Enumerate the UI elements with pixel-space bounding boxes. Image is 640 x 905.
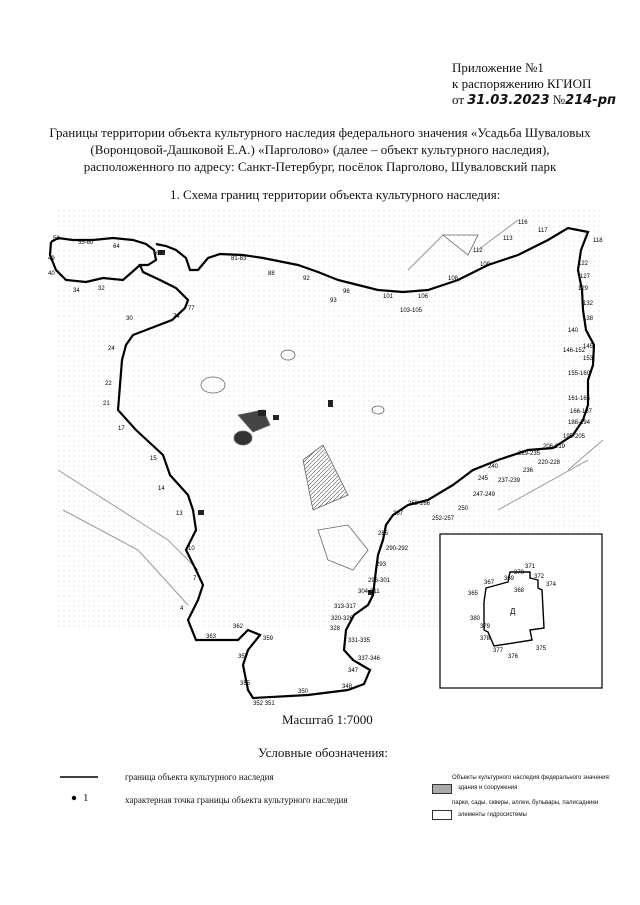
svg-text:13: 13	[176, 511, 183, 517]
svg-text:355: 355	[240, 681, 251, 687]
svg-text:Д: Д	[510, 607, 516, 616]
svg-text:376: 376	[508, 654, 519, 660]
svg-text:252-257: 252-257	[432, 516, 455, 522]
svg-text:290-292: 290-292	[386, 546, 409, 552]
svg-text:220-228: 220-228	[538, 460, 561, 466]
svg-text:155-160: 155-160	[568, 371, 591, 377]
svg-text:108: 108	[448, 276, 459, 282]
svg-text:379: 379	[480, 624, 491, 630]
svg-text:371: 371	[525, 564, 536, 570]
svg-text:101: 101	[383, 294, 394, 300]
svg-text:113: 113	[503, 236, 513, 242]
svg-text:109: 109	[480, 262, 491, 268]
svg-text:380: 380	[470, 616, 481, 622]
legend-point-number: 1	[83, 792, 89, 804]
svg-text:369: 369	[504, 576, 515, 582]
boundary-map	[48, 210, 604, 710]
svg-text:236: 236	[523, 468, 534, 474]
svg-text:267: 267	[393, 511, 404, 517]
svg-text:372: 372	[534, 574, 545, 580]
svg-text:146-152: 146-152	[563, 348, 586, 354]
svg-text:337-346: 337-346	[358, 656, 381, 662]
svg-text:117: 117	[538, 228, 548, 234]
svg-text:30: 30	[126, 316, 133, 322]
svg-text:359: 359	[263, 636, 274, 642]
svg-text:4: 4	[180, 606, 184, 612]
svg-text:81-83: 81-83	[231, 256, 247, 262]
svg-text:77: 77	[188, 306, 195, 312]
svg-text:362: 362	[233, 624, 244, 630]
svg-text:331-335: 331-335	[348, 638, 371, 644]
section-title: 1. Схема границ территории объекта культурного наследия:	[170, 187, 501, 202]
svg-text:55-60: 55-60	[78, 240, 94, 246]
legend-boundary-label: граница объекта культурного наследия	[125, 772, 274, 782]
map-scale: Масштаб 1:7000	[282, 712, 373, 727]
svg-text:21: 21	[103, 401, 110, 407]
point-marker-icon	[70, 794, 78, 802]
svg-text:347: 347	[348, 668, 359, 674]
svg-text:140: 140	[568, 328, 579, 334]
svg-text:24: 24	[108, 346, 115, 352]
legend-heritage-header: Объекты культурного наследия федерального значения:	[452, 775, 611, 781]
svg-text:370: 370	[514, 570, 525, 576]
svg-text:64: 64	[113, 244, 120, 250]
svg-text:363: 363	[206, 634, 217, 640]
svg-text:374: 374	[546, 582, 557, 588]
svg-text:67: 67	[156, 251, 163, 257]
order-label: к распоряжению КГИОП	[452, 76, 592, 91]
svg-text:320-326: 320-326	[331, 616, 354, 622]
svg-text:348: 348	[342, 684, 353, 690]
svg-text:258-266: 258-266	[408, 501, 431, 507]
svg-text:229-235: 229-235	[518, 451, 541, 457]
svg-text:365: 365	[468, 591, 479, 597]
legend-water-label: элементы гидросистемы	[458, 812, 527, 818]
svg-text:378: 378	[480, 636, 491, 642]
svg-text:34: 34	[73, 288, 80, 294]
svg-text:14: 14	[158, 486, 165, 492]
svg-text:153: 153	[583, 356, 594, 362]
svg-text:352 351: 352 351	[253, 701, 275, 707]
svg-text:106: 106	[418, 294, 429, 300]
svg-text:118: 118	[593, 238, 603, 244]
svg-text:103-105: 103-105	[400, 308, 423, 314]
svg-text:88: 88	[268, 271, 275, 277]
svg-text:32: 32	[98, 286, 105, 292]
svg-text:250: 250	[458, 506, 469, 512]
svg-text:285: 285	[378, 531, 389, 537]
svg-text:328: 328	[330, 626, 341, 632]
svg-text:368: 368	[514, 588, 525, 594]
legend-title: Условные обозначения:	[258, 745, 389, 760]
svg-text:17: 17	[118, 426, 125, 432]
svg-text:93: 93	[330, 298, 337, 304]
svg-text:15: 15	[150, 456, 157, 462]
svg-text:304-311: 304-311	[358, 589, 380, 595]
svg-text:122: 122	[578, 261, 589, 267]
document-title: Границы территории объекта культурного наследия федерального значения «Усадьба Шуваловых (Воронцовой-Дашковой Е.А.) «Парголово» (далее – объект культурного наследия), расположенного по адресу: Санкт-Петербург, посёлок Парголово, Шуваловский парк	[49, 125, 591, 174]
svg-text:350: 350	[298, 689, 309, 695]
legend-building-label: здания и сооружения	[458, 785, 518, 791]
svg-text:22: 22	[105, 381, 112, 387]
svg-text:40: 40	[48, 271, 55, 277]
svg-text:129: 129	[578, 286, 589, 292]
svg-text:206-219: 206-219	[543, 444, 566, 450]
legend-point-label: характерная точка границы объекта культурного наследия	[125, 795, 348, 805]
svg-text:112: 112	[473, 248, 483, 254]
svg-text:127: 127	[580, 274, 591, 280]
order-number: 214-рп	[565, 93, 616, 108]
svg-text:49: 49	[48, 256, 55, 262]
legend-park-label: парки, сады, скверы, аллеи, бульвары, палисадники	[452, 800, 599, 806]
building-inset	[440, 534, 602, 688]
order-date-number: от 31.03.2023 №214-рп	[452, 92, 616, 108]
svg-text:7: 7	[193, 576, 197, 582]
order-date: 31.03.2023	[467, 93, 550, 108]
svg-text:74: 74	[173, 314, 180, 320]
legend-building-swatch	[432, 784, 452, 794]
svg-text:367: 367	[484, 580, 495, 586]
svg-text:237-239: 237-239	[498, 478, 521, 484]
svg-text:10: 10	[188, 546, 195, 552]
svg-text:375: 375	[536, 646, 547, 652]
svg-text:145: 145	[583, 344, 594, 350]
svg-text:116: 116	[518, 220, 528, 226]
svg-text:96: 96	[343, 289, 350, 295]
svg-text:195-205: 195-205	[563, 434, 586, 440]
svg-text:296-301: 296-301	[368, 578, 391, 584]
svg-text:240: 240	[488, 464, 499, 470]
svg-text:53: 53	[53, 236, 60, 242]
svg-text:92: 92	[303, 276, 310, 282]
boundary-line-sample	[60, 772, 100, 782]
svg-text:161-165: 161-165	[568, 396, 591, 402]
svg-text:377: 377	[493, 648, 504, 654]
appendix-label: Приложение №1	[452, 60, 544, 75]
svg-text:245: 245	[478, 476, 489, 482]
svg-text:132: 132	[583, 301, 594, 307]
approval-header	[452, 60, 616, 109]
svg-text:313-317: 313-317	[334, 604, 357, 610]
svg-text:138: 138	[583, 316, 594, 322]
svg-text:188-194: 188-194	[568, 420, 591, 426]
svg-text:247-249: 247-249	[473, 492, 496, 498]
svg-text:293: 293	[376, 562, 387, 568]
legend-water-swatch	[432, 810, 452, 820]
svg-text:166-187: 166-187	[570, 409, 593, 415]
svg-text:357: 357	[238, 654, 249, 660]
